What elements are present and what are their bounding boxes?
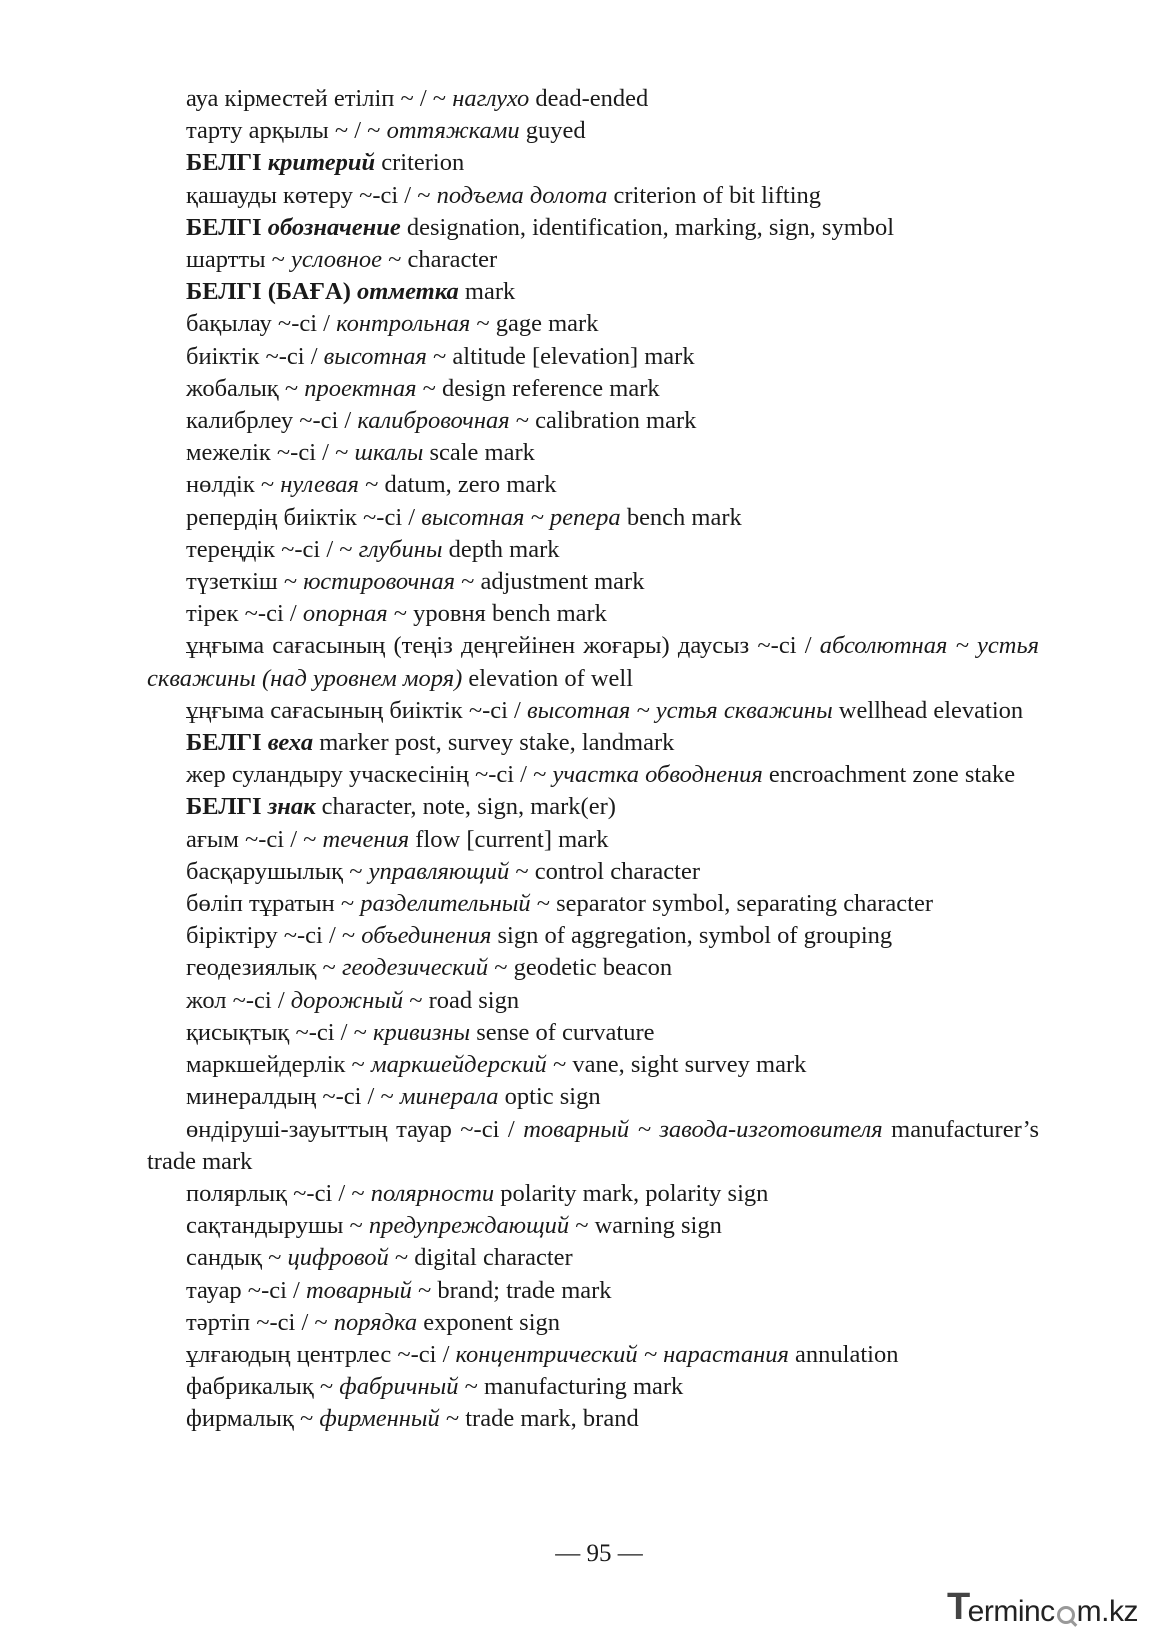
entry-text: нөлдік ~ [186,471,281,499]
entry-text: репердің биіктік ~-сі / [186,503,422,531]
entry-text: жобалық ~ [186,374,305,402]
dictionary-entry [147,405,1039,437]
entry-text: фабрикалық ~ [186,1373,340,1401]
russian-term: контрольная [336,310,471,338]
russian-term: опорная [302,600,388,628]
dictionary-entry [147,1371,1039,1403]
entry-text: бақылау ~-сі / [186,310,337,338]
entry-text: designation, identification, marking, sign, symbol [400,213,895,241]
dictionary-entry [147,791,1039,823]
russian-term: высотная ~ устья скважины [526,696,833,724]
dictionary-entry [147,824,1039,856]
russian-term: участка обводнения [552,761,763,789]
entry-text: ~ design reference mark [416,374,660,402]
entry-text: ~ adjustment mark [454,568,645,596]
dictionary-entry [147,856,1039,888]
russian-term: фабричный [339,1373,459,1401]
russian-term: высотная [323,342,427,370]
dictionary-entry [147,888,1039,920]
entry-text: scale mark [423,439,535,467]
dictionary-entry [147,308,1039,340]
entry-text: бөліп тұратын ~ [186,890,361,918]
russian-term: полярности [370,1179,495,1207]
dictionary-entry [147,1242,1039,1274]
entry-text: түзеткіш ~ [186,568,304,596]
russian-headword: обозначение [267,213,401,241]
entry-text: flow [current] mark [409,825,609,853]
dictionary-entry [147,598,1039,630]
entry-text: marker post, survey stake, landmark [313,729,675,757]
entry-text: encroachment zone stake [762,761,1016,789]
dictionary-entry [147,695,1039,727]
entry-text: ~ digital character [388,1244,573,1272]
entry-text: ~ trade mark, brand [439,1405,639,1433]
entry-text: сандық ~ [186,1244,288,1272]
dictionary-entry [147,1275,1039,1307]
entry-text: қисықтық ~-сі / ~ [186,1018,373,1046]
russian-term: фирменный [319,1405,440,1433]
dictionary-entry [147,1210,1039,1242]
russian-term: товарный [305,1276,412,1304]
entry-text: criterion of bit lifting [607,181,822,209]
entry-text: mark [458,278,516,306]
entry-text: калибрлеу ~-сі / [186,407,358,435]
headword: БЕЛГІ [186,149,268,177]
dictionary-entry [147,920,1039,952]
dictionary-entry [147,341,1039,373]
russian-term: глубины [358,535,443,563]
russian-headword: знак [267,793,316,821]
entry-text: ~ manufacturing mark [458,1373,684,1401]
dictionary-entry [147,83,1039,115]
russian-term: условное [291,246,382,274]
dictionary-entry [147,1114,1039,1178]
entry-text: sense of curvature [470,1018,655,1046]
entry-text: жер суландыру учаскесінің ~-сі / ~ [186,761,553,789]
dictionary-entry [147,469,1039,501]
entry-text: ~ control character [509,857,700,885]
russian-term: разделительный [360,890,531,918]
entry-text: фирмалық ~ [186,1405,320,1433]
entry-text: ~ gage mark [470,310,599,338]
dictionary-entry [147,727,1039,759]
dictionary-page-body [147,83,1039,1436]
entry-text: ауа кірместей етіліп ~ / ~ [186,85,453,112]
russian-term: предупреждающий [368,1212,570,1240]
entry-text: сақтандырушы ~ [186,1212,369,1240]
russian-term: кривизны [372,1018,471,1046]
dictionary-entry [147,1307,1039,1339]
entry-text: минералдың ~-сі / ~ [186,1083,400,1111]
entry-text: guyed [519,117,586,145]
dictionary-entry [147,1403,1039,1435]
dictionary-entry [147,147,1039,179]
entry-text: bench mark [620,503,742,531]
entry-text: шартты ~ [186,246,292,274]
dictionary-entry [147,1017,1039,1049]
russian-term: концентрический ~ нарастания [455,1340,789,1368]
entry-text: wellhead elevation [832,696,1024,724]
entry-text: тереңдік ~-сі / ~ [186,535,359,563]
dictionary-entry [147,502,1039,534]
entry-text: manufacturer’s trade mark [147,1115,1039,1175]
logo-text-start: erminc [967,1595,1055,1628]
entry-text: ~ уровня bench mark [387,600,607,628]
termincom-logo [946,1586,1138,1629]
entry-text: қашауды көтеру ~-сі / ~ [186,181,437,209]
entry-text: ~ separator symbol, separating character [530,890,934,918]
headword: БЕЛГІ [186,213,268,241]
entry-text: полярлық ~-сі / ~ [186,1179,371,1207]
dictionary-entry [147,1049,1039,1081]
russian-headword: веха [267,729,314,757]
entry-text: ~ datum, zero mark [358,471,557,499]
entry-text: тәртіп ~-сі / ~ [186,1308,334,1336]
russian-term: проектная [304,374,417,402]
russian-headword: отметка [357,278,459,306]
dictionary-entry [147,566,1039,598]
entry-text: жол ~-сі / [186,986,291,1014]
logo-letter: T [946,1586,970,1628]
entry-text: өндіруші-зауыттың тауар ~-сі / [186,1115,524,1143]
entry-text: тірек ~-сі / [186,600,303,628]
russian-term: дорожный [290,986,404,1014]
headword: БЕЛГІ [186,729,268,757]
dictionary-entry [147,437,1039,469]
russian-term: цифровой [287,1244,389,1272]
russian-term: оттяжками [386,117,520,145]
dictionary-entry [147,1178,1039,1210]
entry-text: ~ geodetic beacon [488,954,673,982]
entry-text: dead-ended [529,85,649,112]
entry-text: басқарушылық ~ [186,857,369,885]
russian-headword: критерий [267,149,376,177]
entry-text: биіктік ~-сі / [186,342,324,370]
dictionary-entry [147,630,1039,694]
entry-text: exponent sign [417,1308,561,1336]
entry-text: межелік ~-сі / ~ [186,439,355,467]
dictionary-entry [147,244,1039,276]
russian-term: шкалы [354,439,424,467]
dictionary-entry [147,212,1039,244]
entry-text: тарту арқылы ~ / ~ [186,117,387,145]
entry-text: ~ vane, sight survey mark [546,1051,807,1079]
dictionary-entry [147,180,1039,212]
entry-text: маркшейдерлік ~ [186,1051,371,1079]
dictionary-entry [147,1339,1039,1371]
russian-term: порядка [333,1308,418,1336]
entry-text: ~ warning sign [569,1212,722,1240]
entry-text: ұңғыма сағасының биіктік ~-сі / [186,696,527,724]
entry-text: sign of aggregation, symbol of grouping [491,922,893,950]
entry-text: ағым ~-сі / ~ [186,825,323,853]
entry-text: ~ character [381,246,498,274]
logo-text-end: m.kz [1076,1595,1138,1628]
entry-text: геодезиялық ~ [186,954,342,982]
headword: БЕЛГІ [186,793,268,821]
russian-term: абсолютная ~ устья скважины (над уровнем моря) [147,632,1039,692]
dictionary-entry [147,115,1039,147]
dictionary-entry [147,759,1039,791]
headword: БЕЛГІ (БАҒА) [186,278,358,306]
magnifier-icon [1057,1606,1075,1624]
russian-term: течения [322,825,410,853]
entry-text: ~ road sign [403,986,520,1014]
entry-text: optic sign [498,1083,601,1111]
entry-text: elevation of well [462,664,634,692]
russian-term: нулевая [280,471,359,499]
entry-text: ұлғаюдың центрлес ~-сі / [186,1340,456,1368]
entry-text: ~ altitude [elevation] mark [426,342,695,370]
entry-text: тауар ~-сі / [186,1276,306,1304]
russian-term: калибровочная [357,407,510,435]
dictionary-entry [147,276,1039,308]
entry-text: ~ brand; trade mark [411,1276,612,1304]
entry-text: ұңғыма сағасының (теңіз деңгейінен жоғары) даусыз ~-сі / [186,632,820,660]
entry-text: character, note, sign, mark(er) [315,793,616,821]
page-number: — 95 — [555,1540,643,1567]
russian-term: высотная ~ репера [421,503,621,531]
russian-term: управляющий [368,857,510,885]
russian-term: наглухо [452,85,530,112]
russian-term: минерала [399,1083,499,1111]
dictionary-entry [147,1081,1039,1113]
entry-text: depth mark [442,535,560,563]
dictionary-entry [147,985,1039,1017]
russian-term: объединения [361,922,492,950]
dictionary-entry [147,373,1039,405]
russian-term: геодезический [341,954,489,982]
entry-text: біріктіру ~-сі / ~ [186,922,362,950]
dictionary-entry [147,534,1039,566]
entry-text: polarity mark, polarity sign [494,1179,769,1207]
russian-term: товарный ~ завода-изготовителя [523,1115,883,1143]
entry-text: criterion [375,149,465,177]
russian-term: подъема долота [436,181,608,209]
russian-term: маркшейдерский [370,1051,547,1079]
dictionary-entry [147,952,1039,984]
entry-text: ~ calibration mark [509,407,697,435]
russian-term: юстировочная [303,568,455,596]
entry-text: annulation [788,1340,899,1368]
